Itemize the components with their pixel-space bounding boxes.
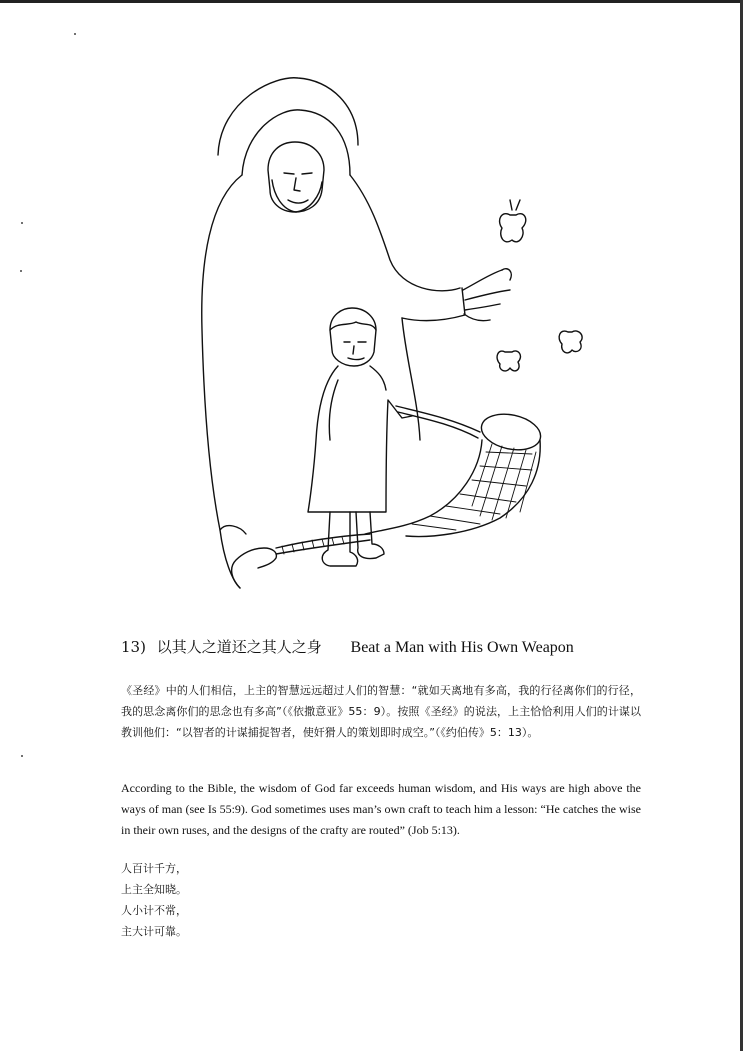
god-face [268, 142, 324, 212]
section-number: 13) [121, 638, 146, 656]
butterfly [500, 200, 526, 242]
man-head [330, 308, 376, 366]
illustration-god-and-man-with-net [180, 60, 600, 600]
chinese-title: 以其人之道还之其人之身 [156, 638, 322, 656]
english-title: Beat a Man with His Own Weapon [350, 639, 574, 656]
god-hand [463, 270, 510, 321]
poem-line: 人百计千方， [121, 862, 187, 875]
chinese-poem [121, 858, 321, 942]
scan-speck [21, 222, 23, 224]
scan-speck [21, 755, 23, 757]
poem-line: 上主全知晓。 [121, 883, 187, 896]
butterfly [497, 351, 520, 371]
net-handle [396, 406, 480, 438]
english-paragraph: According to the Bible, the wisdom of God far exceeds human wisdom, and His ways are high above the ways of man (see Is 55:9). God sometimes uses man’s own craft to teach him a lesson: “He catches the wise in their own ruses, and the designs of the crafty are routed” (Job 5:13). [121, 781, 641, 837]
god-hand-bottom [232, 548, 277, 588]
chinese-paragraph: 《圣经》中的人们相信，上主的智慧远远超过人们的智慧：“就如天离地有多高，我的行径离你们的行径，我的思念离你们的思念也有多高”（《依撒意亚》55：9）。按照《圣经》的说法，上主恰恰利用人们的计谋以教训他们：“以智者的计谋捕捉智者，使奸猾人的策划即时成空。”（《约伯传》5：13）。 [121, 684, 641, 739]
poem-line: 人小计不常， [121, 904, 187, 917]
butterfly [559, 331, 582, 353]
scan-speck [20, 270, 22, 272]
man-robe [308, 366, 412, 512]
poem-line: 主大计可靠。 [121, 925, 187, 938]
net-hoop [478, 409, 544, 455]
scan-edge-top [0, 0, 743, 3]
section-heading [121, 636, 641, 657]
net-mesh [365, 440, 540, 536]
scan-speck [74, 33, 76, 35]
